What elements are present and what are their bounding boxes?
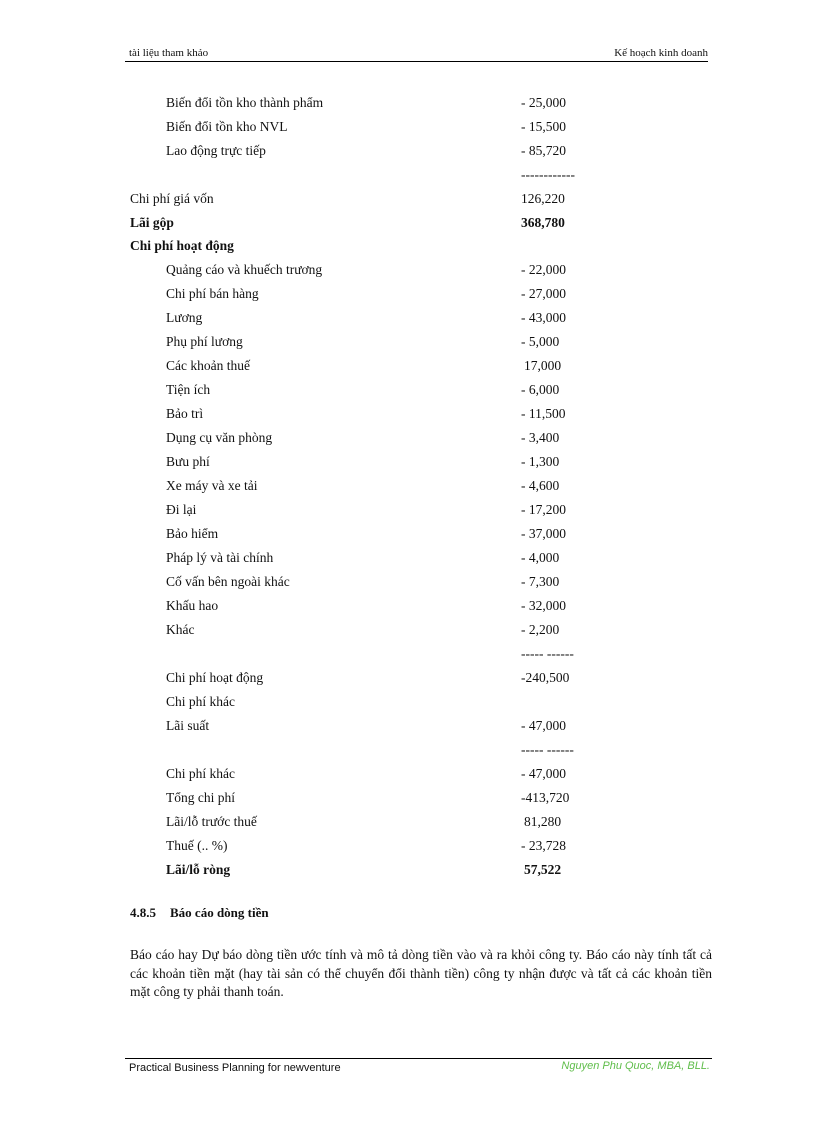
statement-row [0, 718, 816, 738]
row-label: Khấu hao [166, 598, 219, 613]
row-label: Thuế (.. %) [166, 838, 228, 853]
row-label: Chi phí khác [166, 766, 235, 781]
statement-row [0, 622, 816, 642]
row-label: Chi phí khác [166, 694, 235, 709]
row-label: Cố vấn bên ngoài khác [166, 574, 290, 589]
row-label: Quảng cáo và khuếch trương [166, 262, 323, 277]
statement-heading [0, 238, 816, 258]
row-value: - 11,500 [521, 406, 566, 421]
statement-row [0, 215, 816, 235]
statement-row [0, 262, 816, 282]
statement-row [0, 790, 816, 810]
row-label: Lãi gộp [130, 215, 174, 230]
footer-rule [125, 1058, 712, 1059]
row-value: -240,500 [521, 670, 570, 685]
row-value: - 17,200 [521, 502, 566, 517]
statement-heading [0, 694, 816, 714]
row-value: - 6,000 [521, 382, 560, 397]
statement-row [0, 143, 816, 163]
row-value: ----- ------ [521, 742, 574, 757]
row-label: Các khoản thuế [166, 358, 250, 373]
statement-row [0, 430, 816, 450]
row-value: - 43,000 [521, 310, 566, 325]
footer-left: Practical Business Planning for newventure [129, 1062, 341, 1074]
section-title: Báo cáo dòng tiền [170, 905, 269, 920]
row-value: - 47,000 [521, 766, 566, 781]
row-label: Biến đổi tồn kho thành phẩm [166, 95, 324, 110]
row-label: Biến đổi tồn kho NVL [166, 119, 288, 134]
row-value: - 23,728 [521, 838, 566, 853]
row-value: - 32,000 [521, 598, 566, 613]
row-label: Pháp lý và tài chính [166, 550, 274, 565]
statement-row [0, 766, 816, 786]
row-label: Tiện ích [166, 382, 211, 397]
statement-row [0, 814, 816, 834]
row-label: Bảo trì [166, 406, 204, 421]
statement-row [0, 334, 816, 354]
row-label: Lương [166, 310, 203, 325]
statement-row [0, 191, 816, 211]
row-label: Dụng cụ văn phòng [166, 430, 273, 445]
row-label: Khác [166, 622, 195, 637]
header-left: tài liệu tham khảo [129, 47, 209, 59]
row-value: - 22,000 [521, 262, 566, 277]
row-label: Xe máy và xe tải [166, 478, 258, 493]
row-value: - 4,000 [521, 550, 560, 565]
statement-row [0, 286, 816, 306]
row-label: Chi phí giá vốn [130, 191, 214, 206]
row-value: - 4,600 [521, 478, 560, 493]
row-value: 17,000 [524, 358, 562, 373]
row-label: Bảo hiểm [166, 526, 219, 541]
row-value: - 27,000 [521, 286, 566, 301]
statement-row [0, 526, 816, 546]
statement-row [0, 119, 816, 139]
statement-row [0, 598, 816, 618]
statement-row [0, 358, 816, 378]
separator-row [0, 742, 816, 762]
row-value: -413,720 [521, 790, 570, 805]
statement-row [0, 502, 816, 522]
row-value: 126,220 [521, 191, 565, 206]
body-paragraph: Báo cáo hay Dự báo dòng tiền ước tính và mô tả dòng tiền vào và ra khỏi công ty. Báo cáo này tính tất cả các khoản tiền mặt (hay tài sản có thể chuyển đổi thành tiền) công ty nhận được và tất cả các khoản tiền mặt công ty phải thanh toán. [130, 947, 712, 999]
statement-row [0, 95, 816, 115]
row-label: Tổng chi phí [166, 790, 235, 805]
row-value: - 1,300 [521, 454, 560, 469]
row-value: 368,780 [521, 215, 565, 230]
footer-right: Nguyen Phu Quoc, MBA, BLL. [561, 1060, 710, 1072]
statement-row [0, 310, 816, 330]
row-label: Phụ phí lương [166, 334, 243, 349]
row-value: - 25,000 [521, 95, 566, 110]
row-label: Lãi suất [166, 718, 210, 733]
row-label: Bưu phí [166, 454, 210, 469]
statement-row [0, 454, 816, 474]
row-value: - 37,000 [521, 526, 566, 541]
statement-row [0, 862, 816, 882]
statement-row [0, 406, 816, 426]
row-value: ----- ------ [521, 646, 574, 661]
statement-row [0, 574, 816, 594]
statement-row [0, 670, 816, 690]
row-value: - 3,400 [521, 430, 560, 445]
row-value: 81,280 [524, 814, 562, 829]
header-right: Kế hoạch kinh doanh [614, 47, 708, 59]
statement-row [0, 838, 816, 858]
section-number: 4.8.5 [130, 905, 156, 920]
row-value: 57,522 [524, 862, 562, 877]
row-label: Chi phí hoạt động [166, 670, 264, 685]
separator-row [0, 646, 816, 666]
row-value: - 85,720 [521, 143, 566, 158]
row-value: - 15,500 [521, 119, 566, 134]
row-value: - 2,200 [521, 622, 560, 637]
row-label: Lao động trực tiếp [166, 143, 266, 158]
row-label: Chi phí bán hàng [166, 286, 259, 301]
statement-row [0, 550, 816, 570]
statement-row [0, 382, 816, 402]
row-value: - 47,000 [521, 718, 566, 733]
header-rule [125, 61, 708, 62]
row-value: - 7,300 [521, 574, 560, 589]
section-heading [130, 905, 269, 921]
row-value: ------------ [521, 167, 575, 182]
row-label: Đi lại [166, 502, 197, 517]
row-label: Chi phí hoạt động [130, 238, 234, 253]
row-label: Lãi/lỗ ròng [166, 862, 231, 877]
separator-row [0, 167, 816, 187]
row-value: - 5,000 [521, 334, 560, 349]
row-label: Lãi/lỗ trước thuế [166, 814, 257, 829]
statement-row [0, 478, 816, 498]
